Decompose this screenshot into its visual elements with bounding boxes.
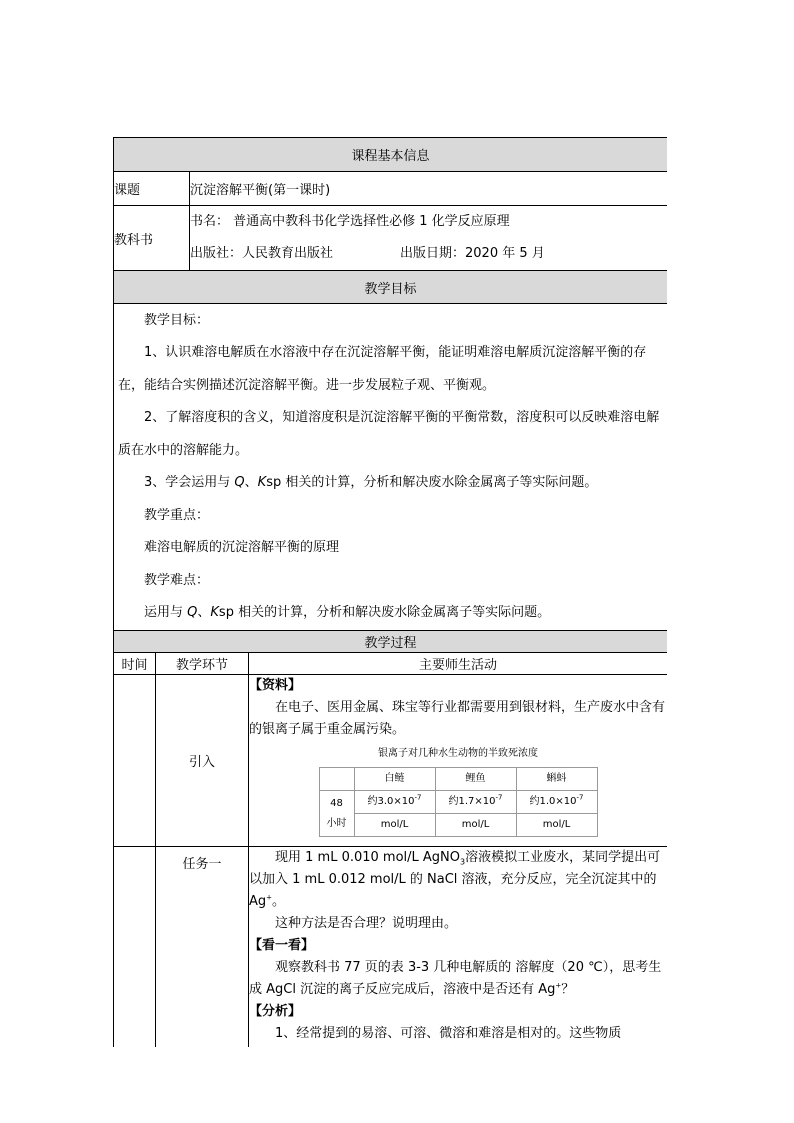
task1-time-cell [114,847,156,1048]
inner-row-label-line2: 小时 [326,817,347,829]
task1-paragraph-4: 1、经常提到的易溶、可溶、微溶和难溶是相对的。这些物质 [275,1026,622,1041]
symbol-k: K [210,605,219,620]
inner-value-cell [435,791,516,814]
intro-tag: 【资料】 [249,678,302,693]
inner-value-exp: -7 [495,793,503,802]
textbook-publisher: 出版社：人民教育出版社 [190,246,334,261]
inner-row-label [319,791,354,837]
inner-col-header: 鲤鱼 [435,768,516,791]
difficulty-text-a: 运用与 [144,605,188,620]
objective-3-text-b: 相关的计算，分析和解决废水除金属离子等实际问题。 [281,475,598,490]
task1-activity [249,847,668,1048]
section-header-objectives: 教学目标 [114,271,668,304]
task1-paragraph-2: 这种方法是否合理？说明理由。 [275,916,458,931]
inner-row-label-line1: 48 [330,797,343,809]
symbol-sp: sp [218,605,234,620]
difficulty-heading: 教学难点： [144,572,210,588]
task1-paragraph-1 [249,847,667,913]
task1-tag-look: 【看一看】 [249,938,315,953]
key-point: 难溶电解质的沉淀溶解平衡的原理 [144,540,340,555]
task1-step: 任务一 [156,847,249,1048]
inner-col-header: 蝌蚪 [516,768,597,791]
objective-item-3 [118,467,663,500]
symbol-k: K [257,475,267,490]
lethal-concentration-table [319,767,598,837]
col-header-time: 时间 [114,653,156,675]
intro-time-cell [114,675,156,847]
col-header-activity: 主要师生活动 [249,653,668,675]
lethal-concentration-caption: 银离子对几种水生动物的半致死浓度 [378,748,538,759]
task1-p1-text-a: 现用 1 mL 0.010 mol/L AgNO [275,850,461,865]
symbol-sp: sp [266,475,282,490]
topic-value: 沉淀溶解平衡(第一课时) [190,172,668,206]
inner-value-base: 约1.7×10 [448,796,496,807]
inner-value-exp: -7 [414,793,422,802]
symbol-q: Q [234,475,245,490]
lesson-table [113,137,667,1047]
inner-unit-cell: mol/L [516,814,597,837]
objectives-heading: 教学目标： [144,312,210,328]
section-header-process: 教学过程 [114,631,668,653]
textbook-label: 教科书 [114,206,190,271]
intro-step: 引入 [156,675,249,847]
intro-text: 在电子、医用金属、珠宝等行业都需要用到银材料，生产废水中含有的银离子属于重金属污染。 [249,700,666,737]
inner-unit-cell: mol/L [354,814,435,837]
key-point-heading: 教学重点： [144,507,210,523]
task1-p3-text-b: ？ [561,982,575,997]
task1-p1-superscript: + [266,893,273,902]
difficulty-text-b: 相关的计算，分析和解决废水除金属离子等实际问题。 [233,605,551,620]
textbook-publisher-row [190,238,667,270]
inner-value-cell [354,791,435,814]
inner-value-base: 约1.0×10 [529,796,577,807]
inner-corner-cell [319,768,354,791]
lesson-document [113,137,667,1047]
difficulty-point [118,597,663,630]
objective-item-2: 2、了解溶度积的含义，知道溶度积是沉淀溶解平衡的平衡常数，溶度积可以反映难溶电解质在水中的溶解能力。 [118,410,660,458]
task1-p3-superscript: + [555,981,562,990]
task1-paragraph-3 [249,957,667,1001]
textbook-info [190,206,668,271]
objective-item-1: 1、认识难溶电解质在水溶液中存在沉淀溶解平衡，能证明难溶电解质沉淀溶解平衡的存在，能结合实例描述沉淀溶解平衡。进一步发展粒子观、平衡观。 [118,345,647,393]
task1-p1-subscript: 3 [460,857,466,867]
task1-p1-text-c: 。 [272,894,286,909]
objective-3-separator: 、 [244,475,258,490]
objectives-content [114,304,668,631]
inner-value-exp: -7 [576,793,584,802]
intro-activity [249,675,668,847]
task1-p3-text-a: 观察教科书 77 页的表 3-3 几种电解质的 溶解度（20 ℃），思考生成 AgCl 沉淀的离子反应完成后，溶液中是否还有 Ag [249,960,662,997]
textbook-book-name: 书名： 普通高中教科书化学选择性必修 1 化学反应原理 [190,214,510,229]
topic-label: 课题 [114,172,190,206]
inner-value-base: 约3.0×10 [367,796,415,807]
inner-col-header: 白鲢 [354,768,435,791]
symbol-q: Q [187,605,198,620]
task1-p1-text-b: 溶液模拟工业废水，某同学提出可以加入 1 mL 0.012 mol/L 的 NaCl 溶液，充分反应，完全沉淀其中的 Ag [249,850,661,909]
difficulty-separator: 、 [197,605,211,620]
inner-value-cell [516,791,597,814]
section-header-basic-info: 课程基本信息 [114,138,668,172]
col-header-step: 教学环节 [156,653,249,675]
inner-unit-cell: mol/L [435,814,516,837]
textbook-date: 出版日期：2020 年 5 月 [400,246,545,261]
task1-tag-analysis: 【分析】 [249,1004,302,1019]
objective-3-text-a: 3、学会运用与 [144,475,235,490]
